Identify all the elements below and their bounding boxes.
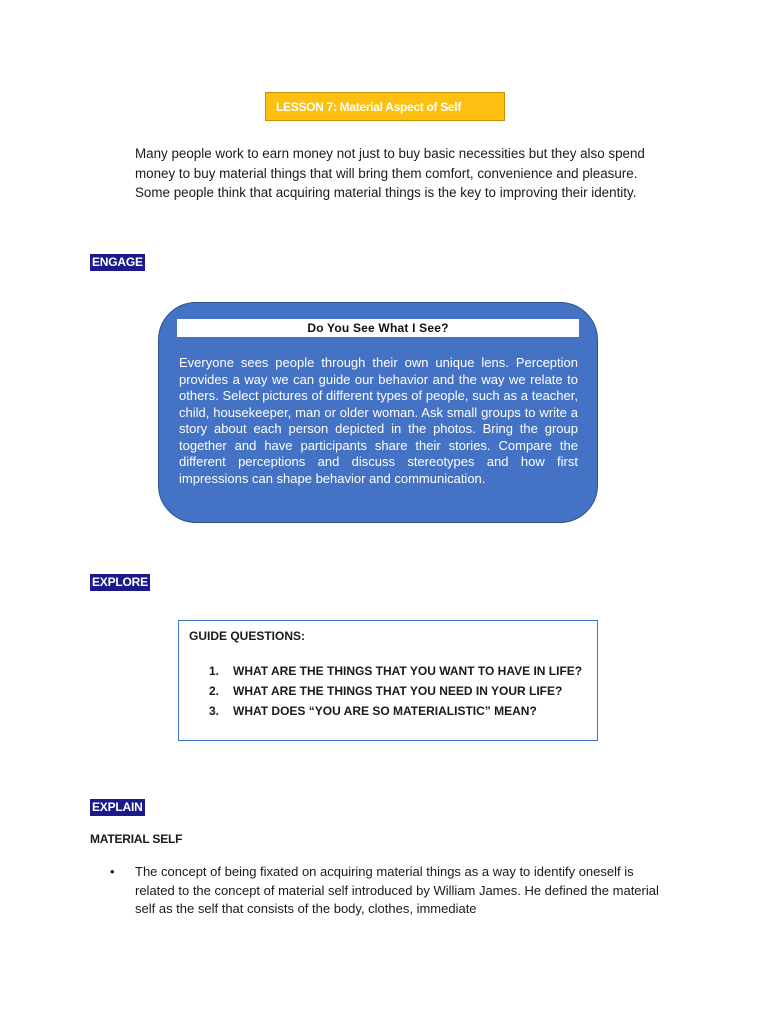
lesson-title: LESSON 7: Material Aspect of Self <box>265 92 505 121</box>
guide-questions-box <box>178 620 598 741</box>
activity-title: Do You See What I See? <box>177 319 579 337</box>
material-self-text: The concept of being fixated on acquiring material things as a way to identify oneself is related to the concept of material self introduced by William James. He defined the material self as the self that consists of the body, clothes, immediate <box>135 864 659 916</box>
material-self-heading: MATERIAL SELF <box>90 832 183 846</box>
guide-questions-list <box>209 661 582 721</box>
section-tag-explain: EXPLAIN <box>92 800 143 814</box>
section-tag-engage: ENGAGE <box>92 255 143 269</box>
question-number: 1. <box>209 664 220 678</box>
guide-question-item <box>209 661 582 681</box>
question-text: WHAT ARE THE THINGS THAT YOU WANT TO HAVE IN LIFE? <box>233 664 583 678</box>
question-text: WHAT DOES “YOU ARE SO MATERIALISTIC” MEAN? <box>233 704 537 718</box>
bullet-icon: • <box>110 864 115 879</box>
section-tag-explore: EXPLORE <box>92 575 148 589</box>
activity-card <box>158 302 598 523</box>
question-number: 3. <box>209 704 220 718</box>
guide-question-item <box>209 681 582 701</box>
guide-question-item <box>209 701 582 721</box>
question-number: 2. <box>209 684 220 698</box>
question-text: WHAT ARE THE THINGS THAT YOU NEED IN YOUR LIFE? <box>233 684 563 698</box>
activity-description: Everyone sees people through their own unique lens. Perception provides a way we can guide our behavior and the way we relate to others. Select pictures of different types of people, such as a teacher, child, housekeeper, man or older woman. Ask small groups to write a story about each person depicted in the photos. Bring the group together and have participants share their stories. Compare the different perceptions and discuss stereotypes and how first impressions can shape behavior and communication. <box>179 355 578 486</box>
guide-questions-heading: GUIDE QUESTIONS: <box>189 629 306 643</box>
intro-paragraph: Many people work to earn money not just to buy basic necessities but they also spend money to buy material things that will bring them comfort, convenience and pleasure. Some people think that acquiring material things is the key to improving their identity. <box>135 146 645 200</box>
